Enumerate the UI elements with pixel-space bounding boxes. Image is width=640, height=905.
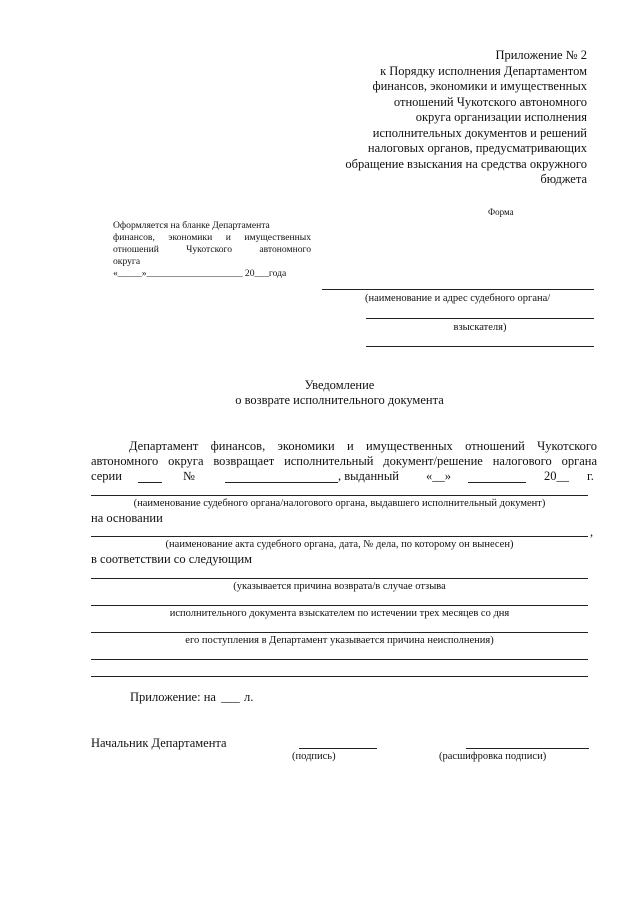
seria-label: серии [91,469,122,483]
signature-line [299,748,377,749]
seria-blank [138,482,162,483]
reason-caption-3: его поступления в Департамент указывается причина неисполнения) [185,635,494,646]
basis-label: на основании [91,511,163,525]
reason-line-3 [91,632,588,633]
header-line: к Порядку исполнения Департаментом [380,63,587,78]
document-title: Уведомление [304,378,375,392]
signature-decode-caption: (расшифровка подписи) [439,751,547,762]
appendix-header [327,48,587,188]
number-blank [225,482,338,483]
blank-note-line: округа [113,256,141,267]
addressee-line-3 [366,346,594,347]
form-label: Форма [488,207,514,217]
blank-note [113,220,311,280]
issued-label [338,469,410,485]
header-line: бюджета [540,172,587,186]
header-line: обращение взыскания на средства окружного [345,156,587,171]
header-line: налоговых органов, предусматривающих [367,141,587,155]
attachment-unit: л. [244,690,254,704]
header-line: округа организации исполнения [415,110,587,124]
signature-decode-line [466,748,589,749]
attachment-label: Приложение: на [130,690,216,704]
basis-comma: , [590,525,594,539]
blank-note-line: отношений Чукотского автономного [113,244,311,255]
reason-line-1 [91,578,588,579]
paragraph-line-2: автономного округа возвращает исполнительный документ/решение налогового органа [91,454,597,468]
blank-note-line: финансов, экономики и имущественных [113,232,311,243]
reason-line-5 [91,676,588,677]
day-blank: «__» [426,469,451,483]
addressee-caption-1: (наименование и адрес судебного органа/ [365,293,551,304]
addressee-line-1 [322,289,594,290]
paragraph-line-1: Департамент финансов, экономики и имущественных отношений Чукотского [129,439,597,453]
signature-caption: (подпись) [292,751,336,762]
reason-caption-2: исполнительного документа взыскателем по истечении трех месяцев со дня [169,608,510,619]
header-line: исполнительных документов и решений [372,125,587,140]
signatory-position: Начальник Департамента [91,736,227,750]
issuer-caption: (наименование судебного органа/налогового органа, выдавшего исполнительный документ) [133,498,546,509]
header-line: финансов, экономики и имущественных [372,79,587,93]
year-suffix: г. [587,469,594,483]
accordance-label: в соответствии со следующим [91,552,253,566]
basis-line [91,536,588,537]
month-blank [468,482,526,483]
header-line: отношений Чукотского автономного [393,94,587,109]
year-blank: 20__ [544,469,569,483]
addressee-line-2 [366,318,594,319]
reason-line-4 [91,659,588,660]
document-subtitle: о возврате исполнительного документа [235,393,444,407]
issuer-line [91,495,588,496]
blank-date-line: «_____»____________________ 20___года [113,268,287,279]
header-line: Приложение № 2 [495,48,587,62]
addressee-caption-2: взыскателя) [453,322,507,333]
number-label: № [183,469,195,483]
blank-note-line: Оформляется на бланке Департамента [113,220,270,231]
reason-caption-1: (указывается причина возврата/в случае отзыва [233,581,446,592]
issued-text: , выданный [338,469,399,483]
act-caption: (наименование акта судебного органа, дата, № дела, по которому он вынесен) [165,539,514,550]
attachment-pages-blank: ___ [221,690,240,704]
reason-line-2 [91,605,588,606]
